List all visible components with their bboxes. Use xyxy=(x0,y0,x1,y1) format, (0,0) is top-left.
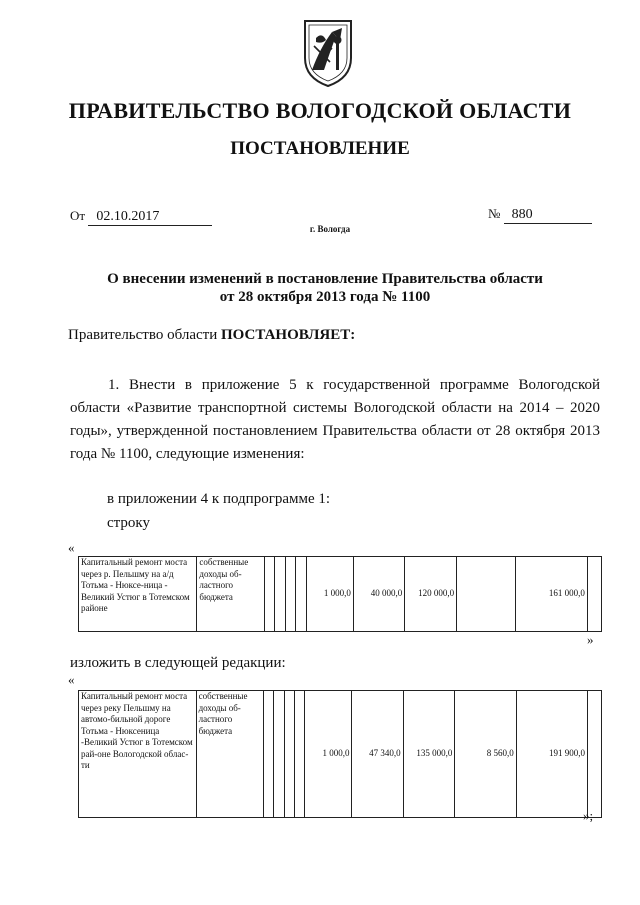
document-subject xyxy=(80,270,570,306)
postanovlyaet-prefix: Правительство области xyxy=(68,327,218,343)
old-total: 161 000,0 xyxy=(516,557,588,632)
date-prefix: От xyxy=(70,208,86,223)
new-name-cell: Капитальный ремонт моста через реку Пельшму на автомо-бильной дороге Тотьма - Нюксеница -Великий Устюг в Тотемском рай-оне Вологодской облас-ти xyxy=(79,691,197,818)
old-source-cell: собственные доходы об-ластного бюджета xyxy=(197,557,265,632)
new-value-1: 1 000,0 xyxy=(305,691,352,818)
empty-cell xyxy=(588,691,602,818)
coat-of-arms-emblem xyxy=(302,18,354,88)
empty-cell xyxy=(274,691,284,818)
empty-cell xyxy=(264,557,274,632)
open-quote-old: « xyxy=(68,540,75,555)
subject-line-2: от 28 октября 2013 года № 1100 xyxy=(219,289,431,305)
number-prefix: № xyxy=(488,206,501,221)
close-quote-old: » xyxy=(587,632,594,647)
subject-line-1: О внесении изменений в постановление Правительства области xyxy=(107,271,543,287)
old-name-cell: Капитальный ремонт моста через р. Пельшму на а/д Тотьма - Нюксе-ница - Великий Устюг в Тотемском районе xyxy=(79,557,197,632)
government-title: ПРАВИТЕЛЬСТВО ВОЛОГОДСКОЙ ОБЛАСТИ xyxy=(68,98,572,123)
table-row xyxy=(79,557,602,632)
document-type: ПОСТАНОВЛЕНИЕ xyxy=(230,138,410,159)
new-value-4: 8 560,0 xyxy=(455,691,516,818)
empty-cell xyxy=(285,557,295,632)
new-value-2: 47 340,0 xyxy=(352,691,403,818)
paragraph-1: 1. Внести в приложение 5 к государственной программе Вологодской области «Развитие транспортной системы Вологодской области на 2014 – 2020 годы», утвержденной постановлением Правительства области от 28 октября 2013 года № 1100, следующие изменения: xyxy=(70,377,600,462)
postanovlyaet-line xyxy=(68,324,355,347)
postanovlyaet-word: ПОСТАНОВЛЯЕТ: xyxy=(220,327,356,343)
new-row-table xyxy=(78,690,602,818)
document-date: 02.10.2017 xyxy=(88,209,212,226)
paragraph-appendix: в приложении 4 к подпрограмме 1: xyxy=(107,491,331,507)
number-line xyxy=(488,206,592,224)
new-value-3: 135 000,0 xyxy=(403,691,455,818)
paragraph-row-word: строку xyxy=(107,515,150,531)
old-value-2: 40 000,0 xyxy=(353,557,404,632)
empty-cell xyxy=(275,557,285,632)
empty-cell xyxy=(294,691,304,818)
new-source-cell: собственные доходы об-ластного бюджета xyxy=(196,691,263,818)
new-total: 191 900,0 xyxy=(516,691,587,818)
empty-cell xyxy=(284,691,294,818)
old-value-4 xyxy=(457,557,516,632)
old-value-1: 1 000,0 xyxy=(306,557,353,632)
paragraph-new-edition: изложить в следующей редакции: xyxy=(70,655,286,671)
empty-cell xyxy=(263,691,273,818)
open-quote-new: « xyxy=(68,672,75,687)
old-value-3: 120 000,0 xyxy=(405,557,457,632)
document-number: 880 xyxy=(504,207,592,224)
city: г. Вологда xyxy=(309,224,351,234)
empty-cell xyxy=(587,557,601,632)
old-row-table xyxy=(78,556,602,632)
close-quote-new: »; xyxy=(583,808,594,823)
table-row xyxy=(79,691,602,818)
empty-cell xyxy=(296,557,306,632)
